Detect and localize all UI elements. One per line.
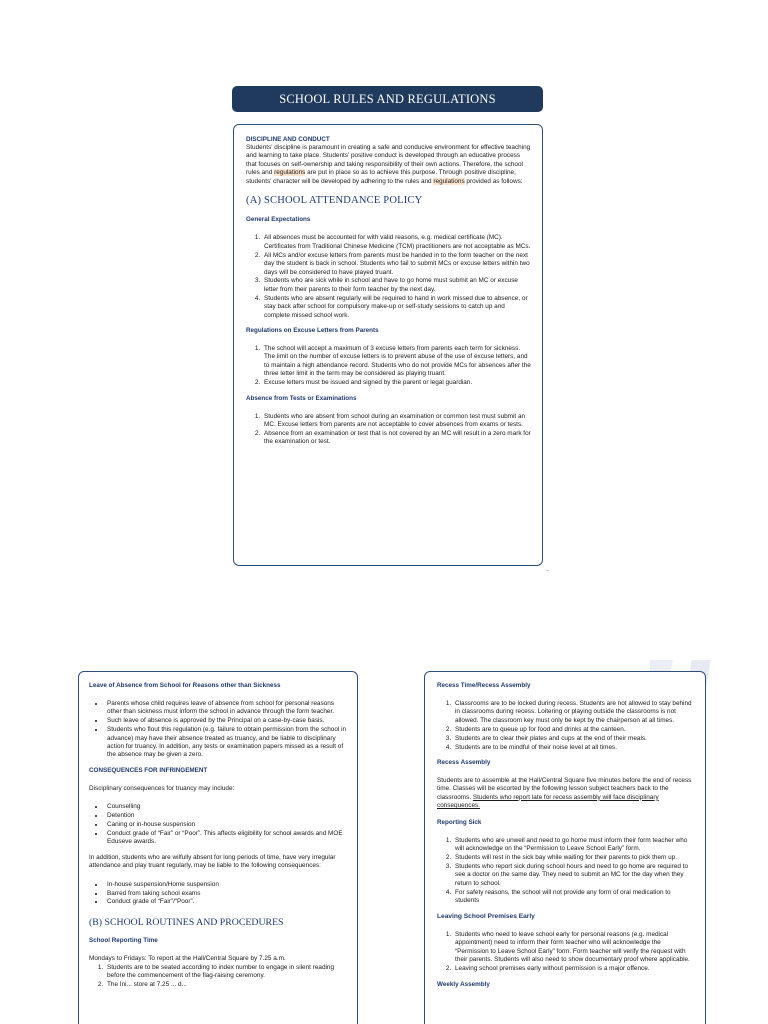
discipline-paragraph xyxy=(246,144,531,186)
list-item: • Barred from taking school exams xyxy=(105,890,347,898)
text-span: provided as follows: xyxy=(464,177,523,185)
list-item: 1. Students are to be seated according to index number to engage in silent reading before the commencement of the flag-raising ceremony. xyxy=(105,964,347,981)
list-item: • Such leave of absence is approved by the Principal on a case-by-case basis. xyxy=(105,717,347,725)
list-item: 2. Excuse letters must be issued and signed by the parent or legal guardian. xyxy=(262,379,531,387)
list-item: • Parents whose child requires leave of absence from school for personal reasons other than sickness must inform the school in advance through the form teacher. xyxy=(105,700,347,717)
routines-card xyxy=(424,671,706,1024)
text-span: are put in place so as to achieve this purpose. Through positive discipline, students' character will be developed by adhering to the rules and xyxy=(246,169,516,185)
list-item: • Caning or in-house suspension xyxy=(105,821,347,829)
underlined-text: Students who report late for recess assembly will face disciplinary consequences. xyxy=(437,793,659,810)
list-item: • Conduct grade of “Fair” or “Poor”. This affects eligibility for school awards and MOE Eduseve awards. xyxy=(105,830,347,847)
leaving-early-list xyxy=(437,931,695,974)
list-item: 1. Students who are unwell and need to go home must inform their form teacher who will acknowledge on the “Permission to Leave School Early” form. xyxy=(453,837,695,854)
list-item: 4. For safety reasons, the school will not provide any form of oral medication to students xyxy=(453,889,695,906)
leave-list xyxy=(89,700,347,760)
recess-list xyxy=(437,700,695,752)
list-item: • Detention xyxy=(105,812,347,820)
tests-heading: Absence from Tests or Examinations xyxy=(246,394,357,402)
list-item: 1. The school will accept a maximum of 3 excuse letters from parents each term for sickness. The limit on the number of excuse letters is to prevent abuse of the use of excuse letters, and to maintain a high attendance record. Students who do not provide MCs for absences after the three letter limit in the term may be considered as playing truant. xyxy=(262,345,531,379)
recess-heading: Recess Time/Recess Assembly xyxy=(437,682,531,689)
list-item: 1. All absences must be accounted for with valid reasons, e.g. medical certificate (MC). Certificates from Traditional Chinese Medicine (TCM) practitioners are not acceptable as MCs. xyxy=(262,234,531,251)
list-item: 2. Students will rest in the sick bay while waiting for their parents to pick them up. xyxy=(453,854,695,862)
list-item: 3. Students are to clear their plates and cups at the end of their meals. xyxy=(453,735,695,743)
recess-assembly-text xyxy=(437,777,695,811)
general-expectations-heading: General Expectations xyxy=(246,216,311,224)
list-item: 2. Students are to queue up for food and drinks at the canteen. xyxy=(453,726,695,734)
highlight: regulations xyxy=(433,177,465,185)
consequences-intro: Disciplinary consequences for truancy may include: xyxy=(89,784,235,792)
list-item: • Conduct grade of “Fair”/“Poor”. xyxy=(105,898,347,906)
list-item: 1. Classrooms are to be locked during recess. Students are not allowed to stay behind in classrooms during recess. Loitering or playing outside the classrooms is not allowed. The classroom key must only be kept by the chairperson at all times. xyxy=(453,700,695,725)
recess-assembly-heading: Recess Assembly xyxy=(437,758,491,766)
excuse-letters-heading: Regulations on Excuse Letters from Parents xyxy=(246,327,379,334)
list-item: 2. Leaving school premises early without permission is a major offence. xyxy=(453,965,695,973)
excuse-letters-list xyxy=(246,345,531,388)
consequences-heading: CONSEQUENCES FOR INFRINGEMENT xyxy=(89,766,208,774)
list-item: • Counselling xyxy=(105,803,347,811)
tests-list xyxy=(246,413,531,447)
attendance-title: (A) SCHOOL ATTENDANCE POLICY xyxy=(246,195,423,207)
list-item: 2. The Ini... store at 7.25 ... d... xyxy=(105,981,347,989)
list-item: 1. Students who are absent from school during an examination or common test must submit an MC. Excuse letters from parents are not acceptable to cover absences from exams or tests. xyxy=(262,413,531,430)
text-span: Students are to assemble at the Hall/Central Square five minutes before the end of recess time. Classes will be escorted by the following lesson subject teachers back to the classrooms. xyxy=(437,776,692,801)
list-item: • Students who flout this regulation (e.g. failure to obtain permission from the school in advance) may have their absence treated as truancy, and be liable to disciplinary action for truancy. In addition, any tests or examination papers missed as a result of the absence may be given a zero. xyxy=(105,726,347,760)
consequences-list xyxy=(89,803,347,847)
text-span: Students' discipline is paramount in creating a safe and conducive environment for effective teaching and learning to take place. Students' positive conduct is developed through an educative process that focuses on self-ownership and taking responsibility of their own actions. Therefore, the school rules and xyxy=(246,144,531,177)
consequences-list-2 xyxy=(89,881,347,907)
page-title-banner: SCHOOL RULES AND REGULATIONS xyxy=(232,86,543,112)
leave-card xyxy=(78,671,358,1024)
list-item: 4. Students who are absent regularly will be required to hand in work missed due to absence, or stay back after school for compulsory make-up or self-study sessions to catch up and complete missed school work. xyxy=(262,295,531,320)
list-item: 1. Students who need to leave school early for personal reasons (e.g. medical appointment) need to inform their form teacher who will acknowledge the “Permission to Leave School Early” form. Form teacher will verify the request with their parents. Students will also need to show documentary proof where applicable. xyxy=(453,931,695,965)
discipline-card xyxy=(233,124,543,566)
list-item: 3. Students who are sick while in school and have to go home must submit an MC or excuse letter from their parents to their form teacher by the next day. xyxy=(262,277,531,294)
consequences-paragraph: In addition, students who are wilfully absent for long periods of time, have very irregular attendance and play truant regularly, may be liable to the following consequences: xyxy=(89,853,336,870)
routines-title: (B) SCHOOL ROUTINES AND PROCEDURES xyxy=(89,916,284,928)
list-item: • In-house suspension/Home suspension xyxy=(105,881,347,889)
discipline-heading: DISCIPLINE AND CONDUCT xyxy=(246,136,330,143)
highlight: regulations xyxy=(274,169,306,177)
list-item: 2. All MCs and/or excuse letters from parents must be handed in to the form teacher on the next day the student is back in school. Students who fail to submit MCs or excuse letters within two days will be considered to have played truant. xyxy=(262,252,531,277)
reporting-time-heading: School Reporting Time xyxy=(89,937,158,945)
reporting-list xyxy=(89,964,347,990)
reporting-sick-heading: Reporting Sick xyxy=(437,818,482,826)
weekly-assembly-heading: Weekly Assembly xyxy=(437,981,490,989)
leave-heading: Leave of Absence from School for Reasons other than Sickness xyxy=(89,682,281,689)
reporting-sick-list xyxy=(437,837,695,906)
leaving-early-heading: Leaving School Premises Early xyxy=(437,913,535,921)
reporting-time-text: Mondays to Fridays: To report at the Hall/Central Square by 7.25 a.m. xyxy=(89,955,286,963)
list-item: 2. Absence from an examination or test that is not covered by an MC will result in a zero mark for the examination or test. xyxy=(262,430,531,447)
divider-mark xyxy=(546,570,549,571)
general-expectations-list xyxy=(246,234,531,320)
list-item: 4. Students are to be mindful of their noise level at all times. xyxy=(453,744,695,752)
list-item: 3. Students who report sick during school hours and need to go home are required to see a doctor on the same day. They need to submit an MC for the day when they return to school. xyxy=(453,863,695,888)
